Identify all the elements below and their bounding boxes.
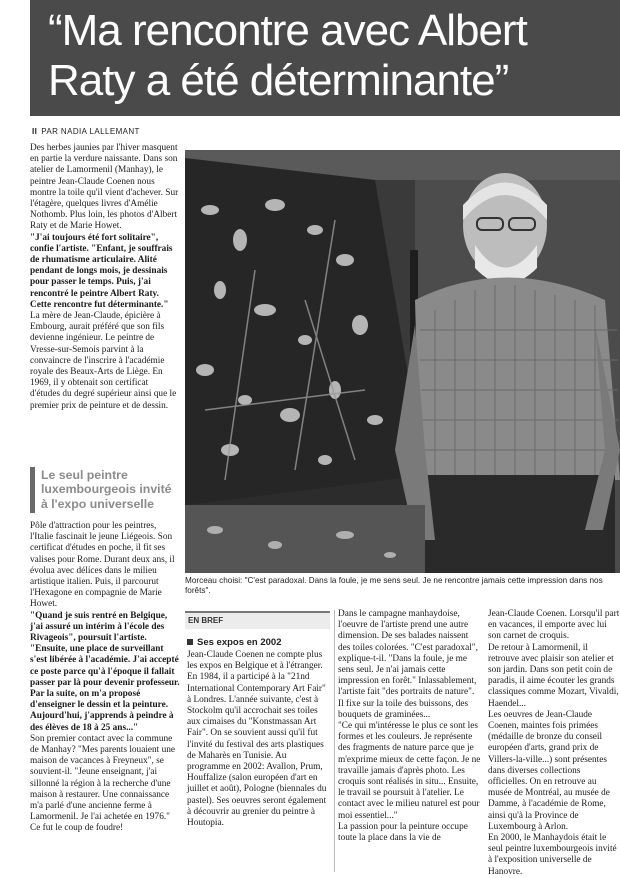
paragraph: La mère de Jean-Claude, épicière à Embourg, aurait préféré que son fils devienne ingénieur. Le peintre de Vresse-sur-Semois parvint à la convaincre de l'inscrire à l'académie royale des Beaux-Arts de Liège. En 1969, il y obtenait son certificat d'études du degré supérieur ainsi que le premier prix de peinture et de dessin. [30, 311, 177, 411]
sidebar-label-box [185, 611, 330, 629]
paragraph-quote: "J'ai toujours été fort solitaire", confie l'artiste. "Enfant, je souffrais de rhumatisme articulaire. Alité pendant de longs mois, je dessinais pour passer le temps. Puis, j'ai rencontré le peintre Albert Raty. Cette rencontre fut déterminante." [30, 232, 173, 310]
pull-quote-text: Le seul peintre luxembourgeois invité à l'expo universelle [41, 468, 172, 511]
paragraph: Les oeuvres de Jean-Claude Coenen, maintes fois primées (médaille de bronze du conseil européen d'arts, grand prix de Villers-la-ville...) sont présentes dans diverses collections officielles. On en retrouve au musée de Montréal, au musée de Damme, à l'académie de Rome, ainsi qu'à la Province de Luxembourg à Arlon. [488, 709, 610, 832]
column-1-bottom [30, 521, 180, 835]
photo-illustration [185, 150, 620, 573]
byline-marker: II [32, 127, 38, 136]
sidebar-heading [187, 637, 282, 648]
headline-banner [30, 0, 620, 116]
article-photo [185, 150, 620, 573]
paragraph: "Ce qui m'intéresse le plus ce sont les formes et les couleurs. Je représente des fragments de nature parce que je m'exprime mieux de cette façon. Je ne travaille jamais d'après photo. Les croquis sont réalisés in situ... Ensuite, le travail se poursuit à l'atelier. Le contact avec le milieu naturel est pour moi essentiel..." [338, 721, 481, 821]
paragraph: De retour à Lamormenil, il retrouve avec plaisir son atelier et son jardin. Dans son petit coin de paradis, il aime écouter les grands classiques comme Mozart, Vivaldi, Haendel... [488, 642, 619, 709]
column-4 [488, 609, 620, 878]
paragraph: Jean-Claude Coenen. Lorsqu'il part en vacances, il emporte avec lui son carnet de croquis. [488, 609, 620, 642]
paragraph: Dans le campagne manhaydoise, l'oeuvre de l'artiste prend une autre dimension. De ses balades naissent des toiles colorées. "C'est paradoxal", explique-t-il. "Dans la foule, je me sens seul. Je n'ai jamais cette impression en forêt." Inlassablement, l'artiste fait "des portraits de nature". Il fixe sur la toile des buissons, des bouquets de graminées... [338, 609, 478, 720]
pull-quote-bar [30, 467, 35, 513]
column-divider [334, 610, 335, 872]
photo-caption: Morceau choisi: "C'est paradoxal. Dans la foule, je me sens seul. Je ne rencontre jamais cette impression dans nos forêts". [185, 576, 603, 595]
paragraph: En 2000, le Manhaydois était le seul peintre luxembourgeois invité à l'exposition universelle de Hanovre. [488, 833, 617, 877]
paragraph: La passion pour la peinture occupe toute la place dans la vie de [338, 821, 468, 844]
paragraph: Des herbes jaunies par l'hiver masquent en partie la verdure naissante. Dans son atelier de Lamormenil (Manhay), le peintre Jean-Claude Coenen nous montre la toile qu'il vient d'achever. Sur l'étagère, quelques livres d'Amélie Nothomb. Plus loin, les photos d'Albert Raty et de Marie Howet. [30, 143, 179, 232]
pull-quote [30, 467, 180, 513]
sidebar-label: EN BREF [188, 616, 224, 625]
byline [32, 127, 140, 136]
sidebar-text [187, 650, 330, 829]
square-bullet-icon [187, 639, 193, 645]
paragraph-quote: "Quand je suis rentré en Belgique, j'ai assuré un intérim à l'école des Rivageois", poursuit l'artiste. "Ensuite, une place de surveillant s'est libérée à l'académie. J'ai accepté ce poste parce qu'à l'époque il fallait passer par là pour devenir professeur. Par la suite, on m'a proposé d'enseigner le dessin et la peinture. Aujourd'hui, j'apprends à peindre à des élèves de 18 à 25 ans..." [30, 610, 180, 733]
column-1-top [30, 143, 180, 412]
byline-author: PAR NADIA LALLEMANT [41, 127, 140, 136]
paragraph: Jean-Claude Coenen ne compte plus les expos en Belgique et à l'étranger. En 1984, il a participé à la "21nd International Contemporary Art Fair" à Londres. L'année suivante, c'est à Stockolm qu'il accrochait ses toiles aux cimaises du "Konstmassan Art Fair". On se souvient aussi qu'il fut l'invité du festival des arts plastiques de Maharès en Tunisie. Au programme en 2002: Avallon, Prum, Houffalize (salon européen d'art en juillet et août), Pologne (biennales du pastel). Ses oeuvres seront également à découvrir au grenier du peintre à Houtopia. [187, 650, 327, 829]
paragraph: Son premier contact avec la commune de Manhay? "Mes parents louaient une maison de vacances à Freyneux", se souvient-il. "Jeune enseignant, j'ai sillonné la région à la recherche d'une maison à restaurer. Une connaissance m'a parlé d'une ancienne ferme à Lamormenil. Je l'ai achetée en 1976." Ce fut le coup de foudre! [30, 733, 176, 834]
headline: “Ma rencontre avec Albert Raty a été déterminante” [48, 6, 527, 105]
paragraph: Pôle d'attraction pour les peintres, l'Italie fascinait le jeune Liégeois. Son certificat d'études en poche, il fit ses valises pour Rome. Durant deux ans, il évolua avec délices dans le milieu artistique italien. Puis, il parcourut l'Hexagone en compagnie de Marie Howet. [30, 521, 175, 610]
sidebar-heading-text: Ses expos en 2002 [197, 637, 282, 648]
column-3 [338, 609, 482, 844]
